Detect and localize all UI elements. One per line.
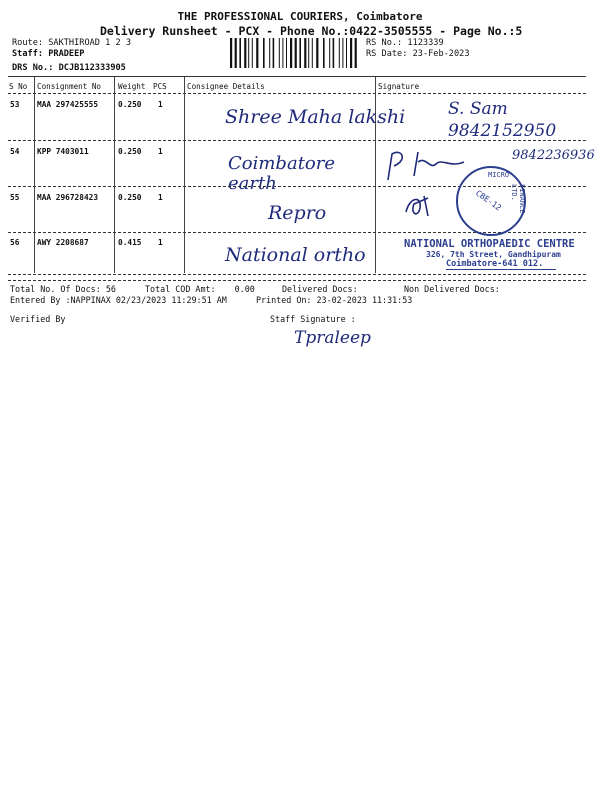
seal-side-text: FINANCE LTD. <box>510 184 526 214</box>
total-docs-value: 56 <box>105 284 116 294</box>
rs-date-row <box>366 49 470 59</box>
company-seal <box>456 166 526 236</box>
rs-date-label: RS Date: <box>366 49 408 59</box>
total-docs-label: Total No. Of Docs: <box>10 284 101 294</box>
route-row <box>12 38 131 48</box>
staff-signature-label: Staff Signature : <box>270 314 356 324</box>
verified-by: Verified By <box>10 314 66 324</box>
barcode <box>230 38 360 68</box>
staff-signature-handwritten: Tpraleep <box>294 328 371 348</box>
non-delivered-docs <box>404 284 500 294</box>
row-weight: 0.415 <box>118 238 142 247</box>
col-divider <box>114 77 115 273</box>
route-value: SAKTHIROAD 1 2 3 <box>48 38 132 48</box>
row-consignee-handwritten: National ortho <box>225 244 366 266</box>
row-signature-handwritten: S. Sam 9842152950 <box>448 99 557 141</box>
row-weight: 0.250 <box>118 193 142 202</box>
route-label: Route: <box>12 38 44 48</box>
rs-no-label: RS No.: <box>366 38 403 48</box>
col-header-weight: Weight <box>118 82 146 91</box>
row-consignment: AWY 2208687 <box>37 238 89 247</box>
row-sno: 53 <box>10 100 20 109</box>
table-header-rule <box>8 93 586 94</box>
row-pcs: 1 <box>158 100 163 109</box>
seal-center-text: CBE-12 <box>474 188 503 213</box>
row-weight: 0.250 <box>118 100 142 109</box>
table-top-rule <box>8 76 586 77</box>
row-consignee-handwritten: Coimbatore earth <box>228 153 336 194</box>
runsheet-subtitle: Delivery Runsheet - PCX - Phone No.:0422-3505555 - Page No.:5 <box>100 24 523 38</box>
row-sno: 54 <box>10 147 20 156</box>
stamp-line-3: Coimbatore-641 012. <box>446 259 556 270</box>
col-header-consignment: Consignment No <box>37 82 102 91</box>
printed-on: Printed On: 23-02-2023 11:31:53 <box>256 295 413 305</box>
col-header-pcs: PCS <box>153 82 167 91</box>
total-cod <box>145 284 255 294</box>
non-delivered-label: Non Delivered Docs: <box>404 284 500 294</box>
row-divider <box>8 140 586 141</box>
col-header-sno: S No <box>9 82 28 91</box>
row-consignment: MAA 297425555 <box>37 100 99 109</box>
rubber-stamp <box>404 238 579 270</box>
col-divider <box>34 77 35 273</box>
cod-value: 0.00 <box>234 284 255 294</box>
row-divider <box>8 274 586 275</box>
col-divider <box>184 77 185 273</box>
row-sno: 56 <box>10 238 20 247</box>
rs-date-value: 23-Feb-2023 <box>412 49 470 59</box>
stamp-line-2: 326, 7th Street, Gandhipuram <box>426 250 561 259</box>
drs-row <box>12 63 126 73</box>
company-title: THE PROFESSIONAL COURIERS, Coimbatore <box>177 10 423 23</box>
rs-no-value: 1123339 <box>407 38 444 48</box>
staff-row <box>12 49 84 59</box>
row-sno: 55 <box>10 193 20 202</box>
row-weight: 0.250 <box>118 147 142 156</box>
stamp-line-1: NATIONAL ORTHOPAEDIC CENTRE <box>404 238 575 250</box>
rs-no-row <box>366 38 444 48</box>
delivered-label: Delivered Docs: <box>282 284 358 294</box>
total-docs <box>10 284 116 294</box>
row-consignment: MAA 296728423 <box>37 193 99 202</box>
row-pcs: 1 <box>158 193 163 202</box>
row-pcs: 1 <box>158 238 163 247</box>
delivered-docs <box>282 284 358 294</box>
footer-rule <box>8 280 586 281</box>
row-signature-handwritten: 9842236936 <box>512 148 595 163</box>
cod-label: Total COD Amt: <box>145 284 216 294</box>
drs-value: DCJB112333905 <box>58 63 126 73</box>
seal-top-text: MICRO <box>488 171 510 179</box>
signature-scribble <box>380 146 470 186</box>
staff-label: Staff: <box>12 49 44 59</box>
drs-label: DRS No.: <box>12 63 54 73</box>
row-consignee-handwritten: Repro <box>268 202 327 224</box>
initials-scribble <box>402 192 436 220</box>
col-header-consignee: Consignee Details <box>187 82 265 91</box>
row-pcs: 1 <box>158 147 163 156</box>
col-header-signature: Signature <box>378 82 420 91</box>
row-consignee-handwritten: Shree Maha lakshi <box>225 106 406 128</box>
staff-value: PRADEEP <box>48 49 85 59</box>
row-consignment: KPP 7403011 <box>37 147 89 156</box>
entered-by: Entered By :NAPPINAX 02/23/2023 11:29:51 AM <box>10 295 227 305</box>
